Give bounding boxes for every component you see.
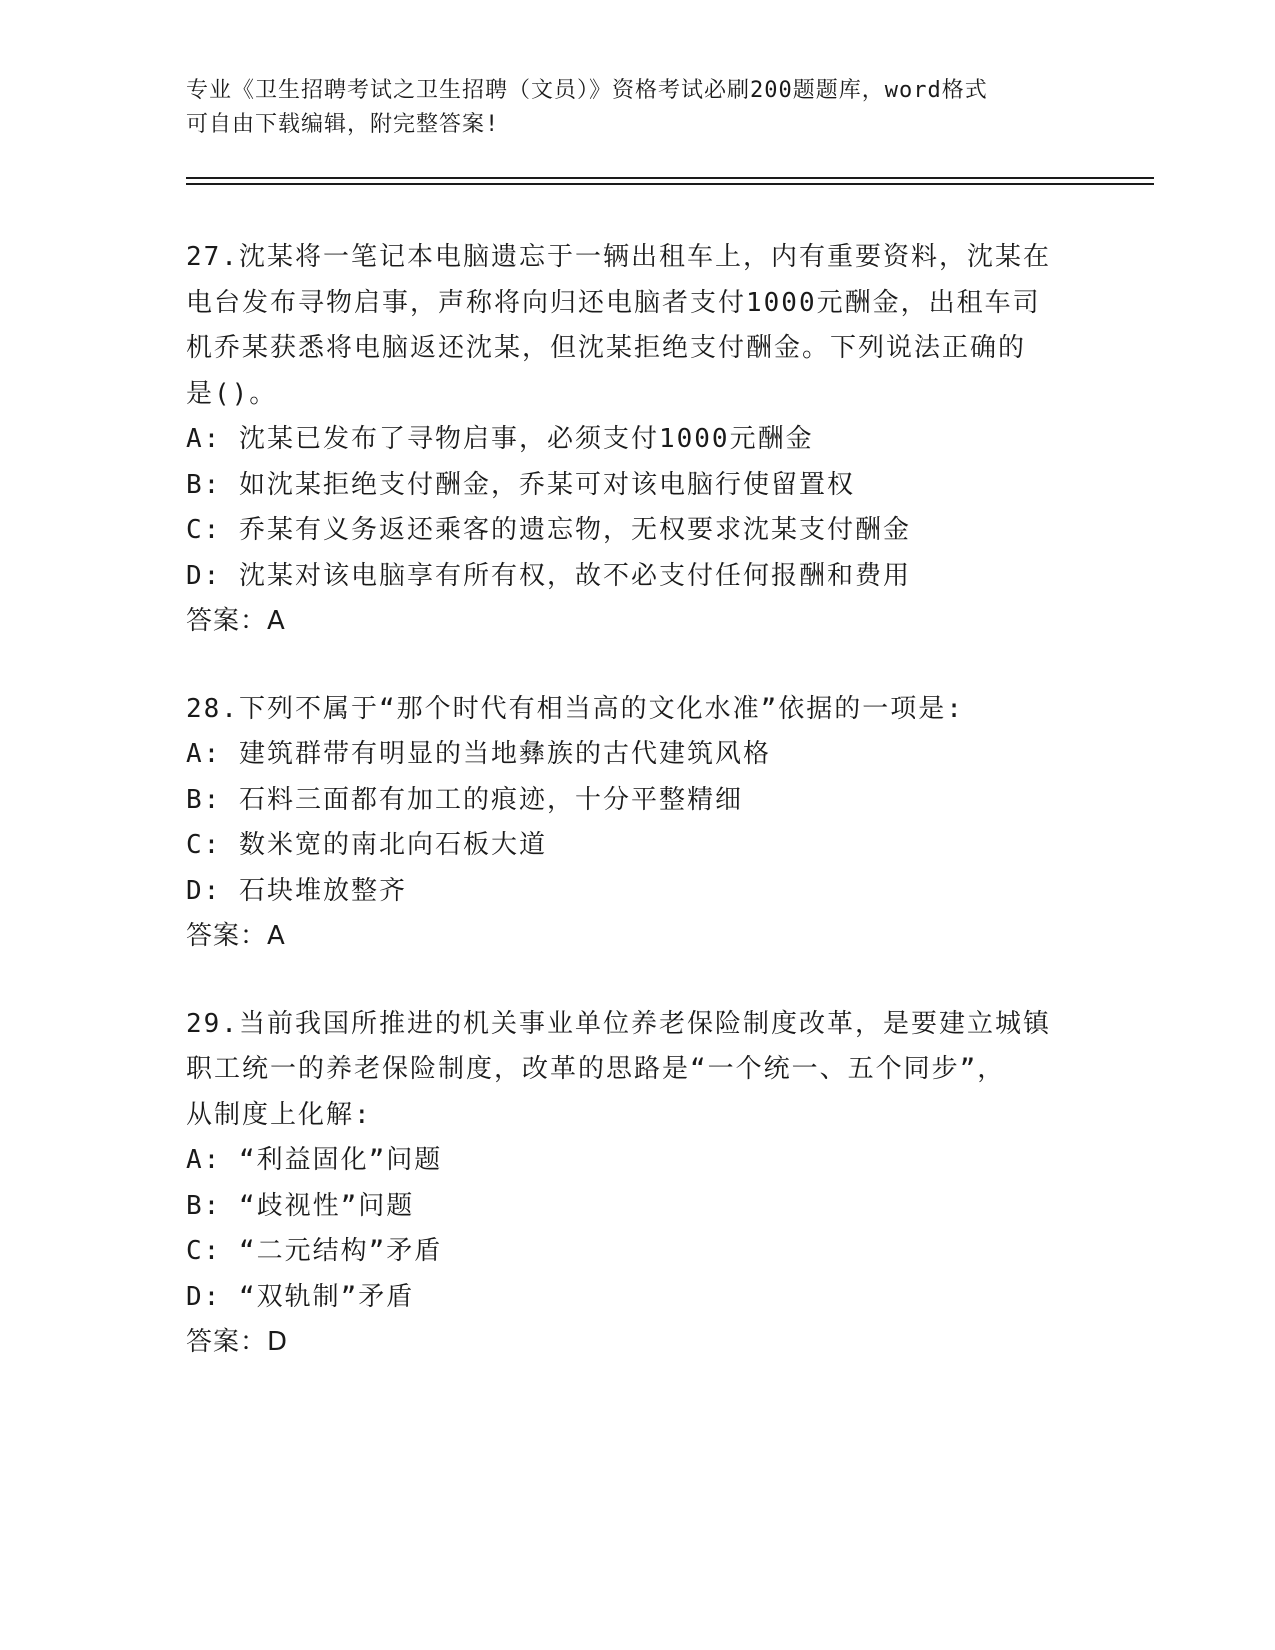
question-stem-line: 是()。 <box>186 378 278 409</box>
option-b: B: 如沈某拒绝支付酬金，乔某可对该电脑行使留置权 <box>186 469 855 500</box>
option-a: A: 建筑群带有明显的当地彝族的古代建筑风格 <box>186 739 771 769</box>
option-d: D: “双轨制”矛盾 <box>186 1281 415 1312</box>
option-a: A: “利益固化”问题 <box>186 1145 443 1175</box>
answer-label: 答案：D <box>186 1327 289 1357</box>
option-a: A: 沈某已发布了寻物启事，必须支付1000元酬金 <box>186 424 814 454</box>
question-stem-line: 机乔某获悉将电脑返还沈某，但沈某拒绝支付酬金。下列说法正确的 <box>186 333 1027 363</box>
question-29 <box>186 1002 1086 1366</box>
option-b: B: 石料三面都有加工的痕迹，十分平整精细 <box>186 784 743 815</box>
answer-label: 答案：A <box>186 606 286 636</box>
option-c: C: 乔某有义务返还乘客的遗忘物，无权要求沈某支付酬金 <box>186 515 911 545</box>
header-divider <box>186 183 1154 185</box>
question-stem-line: 从制度上化解: <box>186 1099 372 1130</box>
question-stem-line: 27.沈某将一笔记本电脑遗忘于一辆出租车上，内有重要资料，沈某在 <box>186 242 1051 272</box>
question-stem-line: 电台发布寻物启事，声称将向归还电脑者支付1000元酬金，出租车司 <box>186 287 1041 318</box>
question-stem-line: 职工统一的养老保险制度，改革的思路是“一个统一、五个同步”， <box>186 1054 1006 1084</box>
option-c: C: 数米宽的南北向石板大道 <box>186 830 547 860</box>
option-d: D: 石块堆放整齐 <box>186 875 407 906</box>
question-28 <box>186 687 1086 960</box>
question-27 <box>186 235 1086 645</box>
answer-label: 答案：A <box>186 921 286 951</box>
header-line: 专业《卫生招聘考试之卫生招聘（文员）》资格考试必刷200题题库，word格式 <box>186 78 988 103</box>
question-stem-line: 29.当前我国所推进的机关事业单位养老保险制度改革，是要建立城镇 <box>186 1008 1051 1039</box>
header-divider <box>186 177 1154 179</box>
header-line: 可自由下载编辑，附完整答案! <box>186 112 500 137</box>
option-b: B: “歧视性”问题 <box>186 1190 415 1221</box>
question-stem-line: 28.下列不属于“那个时代有相当高的文化水准”依据的一项是: <box>186 693 964 724</box>
option-d: D: 沈某对该电脑享有所有权，故不必支付任何报酬和费用 <box>186 560 911 591</box>
document-header <box>186 74 1086 142</box>
question-list <box>186 235 1086 1408</box>
option-c: C: “二元结构”矛盾 <box>186 1236 443 1266</box>
